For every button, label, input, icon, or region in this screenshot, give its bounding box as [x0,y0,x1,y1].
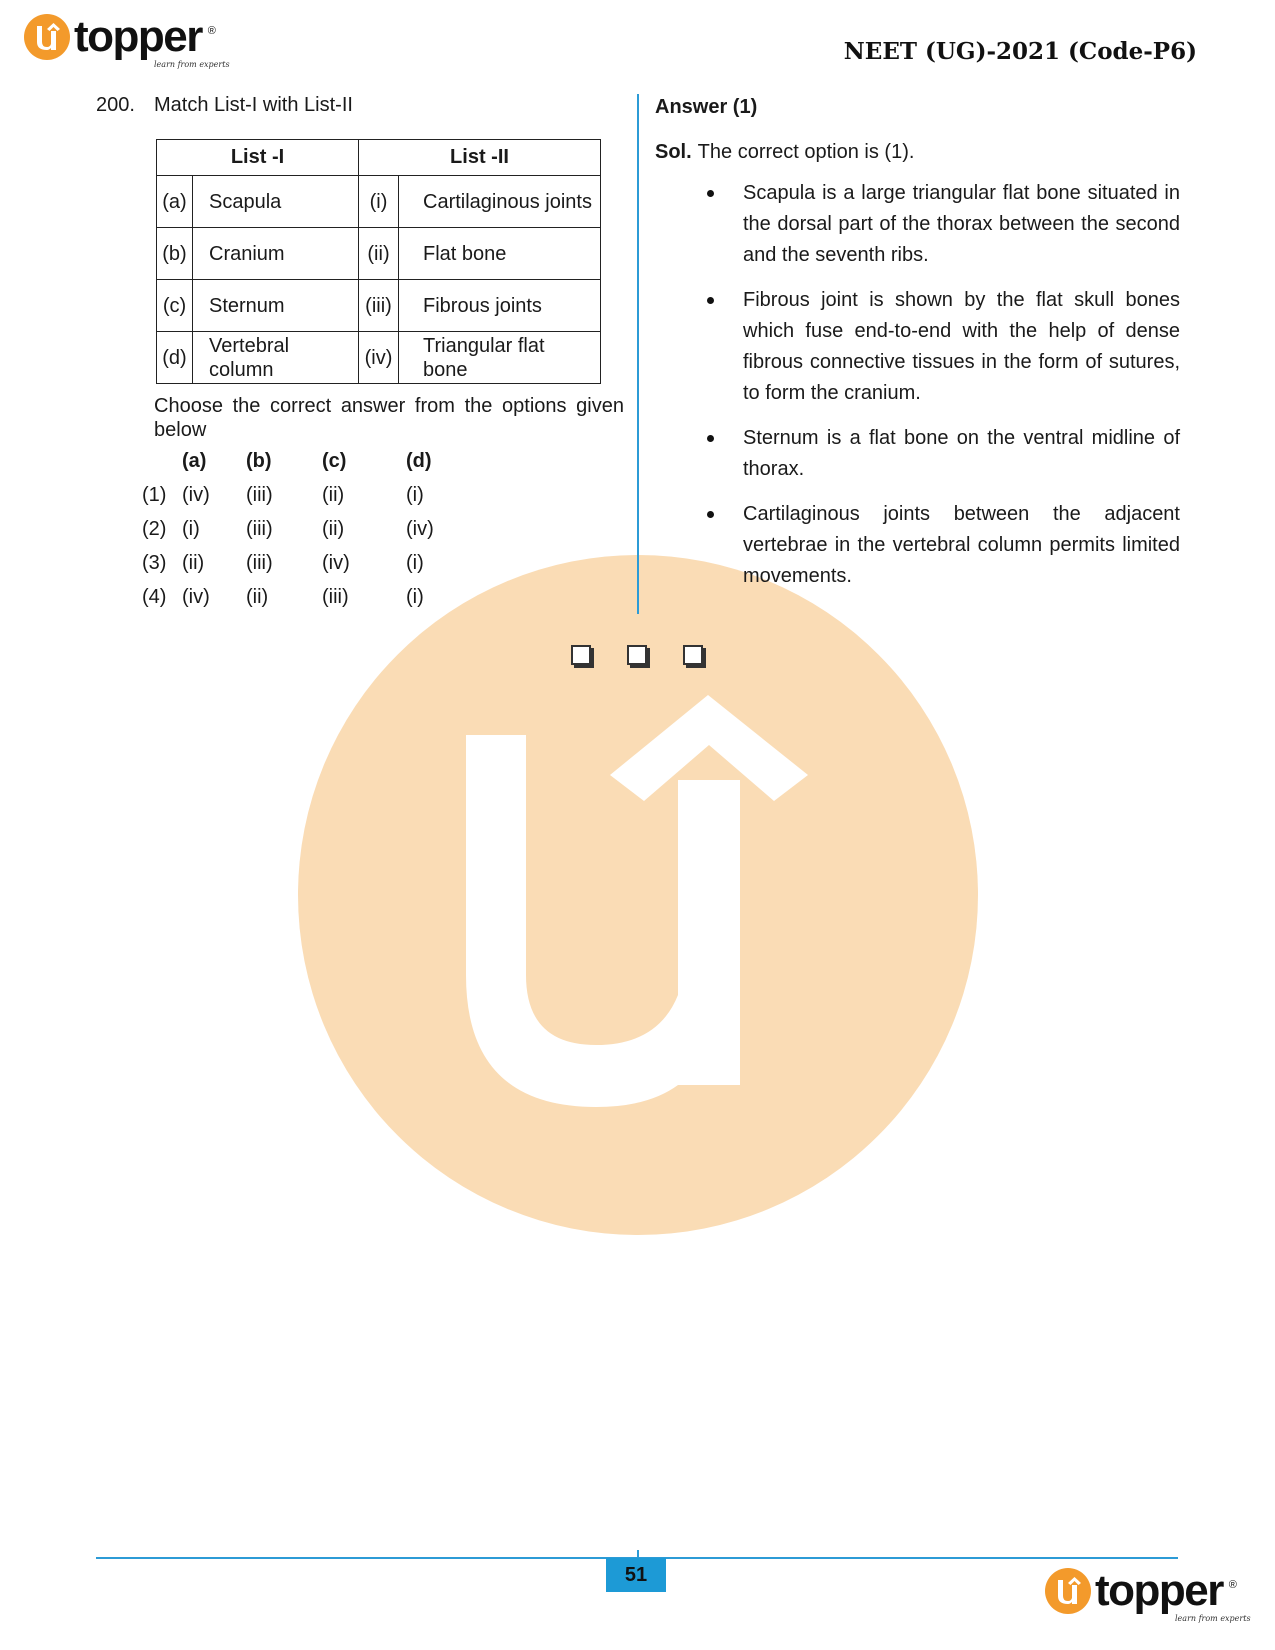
question-prompt: Match List-I with List-II [154,94,353,116]
list-2-key: (iv) [359,332,399,384]
logo-wordmark: topper ® [1095,1566,1237,1615]
option-c: (ii) [322,484,345,506]
table-row [157,176,601,228]
list-1-key: (a) [157,176,193,228]
option-b: (iii) [246,518,273,540]
option-d: (i) [406,552,424,574]
table-row [157,228,601,280]
option-a: (iv) [182,484,210,506]
question-number: 200. [96,94,135,116]
option-b: (iii) [246,484,273,506]
list-item: Scapula is a large triangular flat bone situated in the dorsal part of the thorax between the second and the seventh ribs. [707,178,1180,271]
question-instruction: Choose the correct answer from the options given below [154,395,624,441]
option-a: (ii) [182,552,205,574]
list-item: Cartilaginous joints between the adjacent vertebrae in the vertebral column permits limited movements. [707,499,1180,592]
option-col-a: (a) [182,450,207,472]
list-2-key: (iii) [359,280,399,332]
list-item: Sternum is a flat bone on the ventral midline of thorax. [707,423,1180,485]
list-2-item: Cartilaginous joints [399,176,601,228]
option-col-c: (c) [322,450,347,472]
option-number: (1) [142,484,167,506]
option-number: (3) [142,552,167,574]
list-1-key: (d) [157,332,193,384]
list-1-key: (c) [157,280,193,332]
square-icon [627,645,647,665]
match-table [156,139,601,384]
option-b: (ii) [246,586,269,608]
topper-badge-icon [24,14,70,60]
solution-bullets [707,178,1180,592]
option-d: (iv) [406,518,434,540]
option-d: (i) [406,586,424,608]
topper-logo [24,12,230,69]
list-1-item: Cranium [193,228,359,280]
square-icon [683,645,703,665]
list-2-key: (i) [359,176,399,228]
list-1-item: Sternum [193,280,359,332]
list-2-item: Fibrous joints [399,280,601,332]
topper-badge-icon [1045,1568,1091,1614]
option-c: (ii) [322,518,345,540]
option-c: (iv) [322,552,350,574]
section-end-marker [571,645,703,665]
answer-label: Answer (1) [655,96,758,118]
option-col-d: (d) [406,450,432,472]
square-icon [571,645,591,665]
page-number: 51 [606,1558,666,1592]
list-1-item: Vertebral column [193,332,359,384]
option-a: (i) [182,518,200,540]
list-2-header: List -II [359,140,601,176]
list-item: Fibrous joint is shown by the flat skull bones which fuse end-to-end with the help of dense fibrous connective tissues in the form of sutures, to form the cranium. [707,285,1180,409]
option-a: (iv) [182,586,210,608]
solution-intro [655,141,1180,164]
bullet-icon [707,511,714,518]
logo-tagline: learn from experts [1175,1614,1251,1623]
bullet-icon [707,435,714,442]
exam-title: NEET (UG)-2021 (Code-P6) [843,38,1197,65]
bullet-icon [707,190,714,197]
question-block [96,94,626,608]
logo-tagline: learn from experts [154,60,230,69]
option-c: (iii) [322,586,349,608]
list-2-item: Flat bone [399,228,601,280]
option-b: (iii) [246,552,273,574]
logo-wordmark: topper ® [74,12,216,61]
list-1-item: Scapula [193,176,359,228]
bullet-icon [707,297,714,304]
question-header [96,94,626,117]
option-col-b: (b) [246,450,272,472]
option-d: (i) [406,484,424,506]
sol-label: Sol. [655,141,692,163]
list-2-key: (ii) [359,228,399,280]
table-row [157,332,601,384]
column-divider [637,94,639,614]
list-2-item: Triangular flat bone [399,332,601,384]
list-1-header: List -I [157,140,359,176]
solution-block [655,96,1180,606]
option-number: (4) [142,586,167,608]
footer-topper-logo [1045,1566,1251,1623]
table-row [157,280,601,332]
list-1-key: (b) [157,228,193,280]
sol-text: The correct option is (1). [697,141,915,163]
option-number: (2) [142,518,167,540]
